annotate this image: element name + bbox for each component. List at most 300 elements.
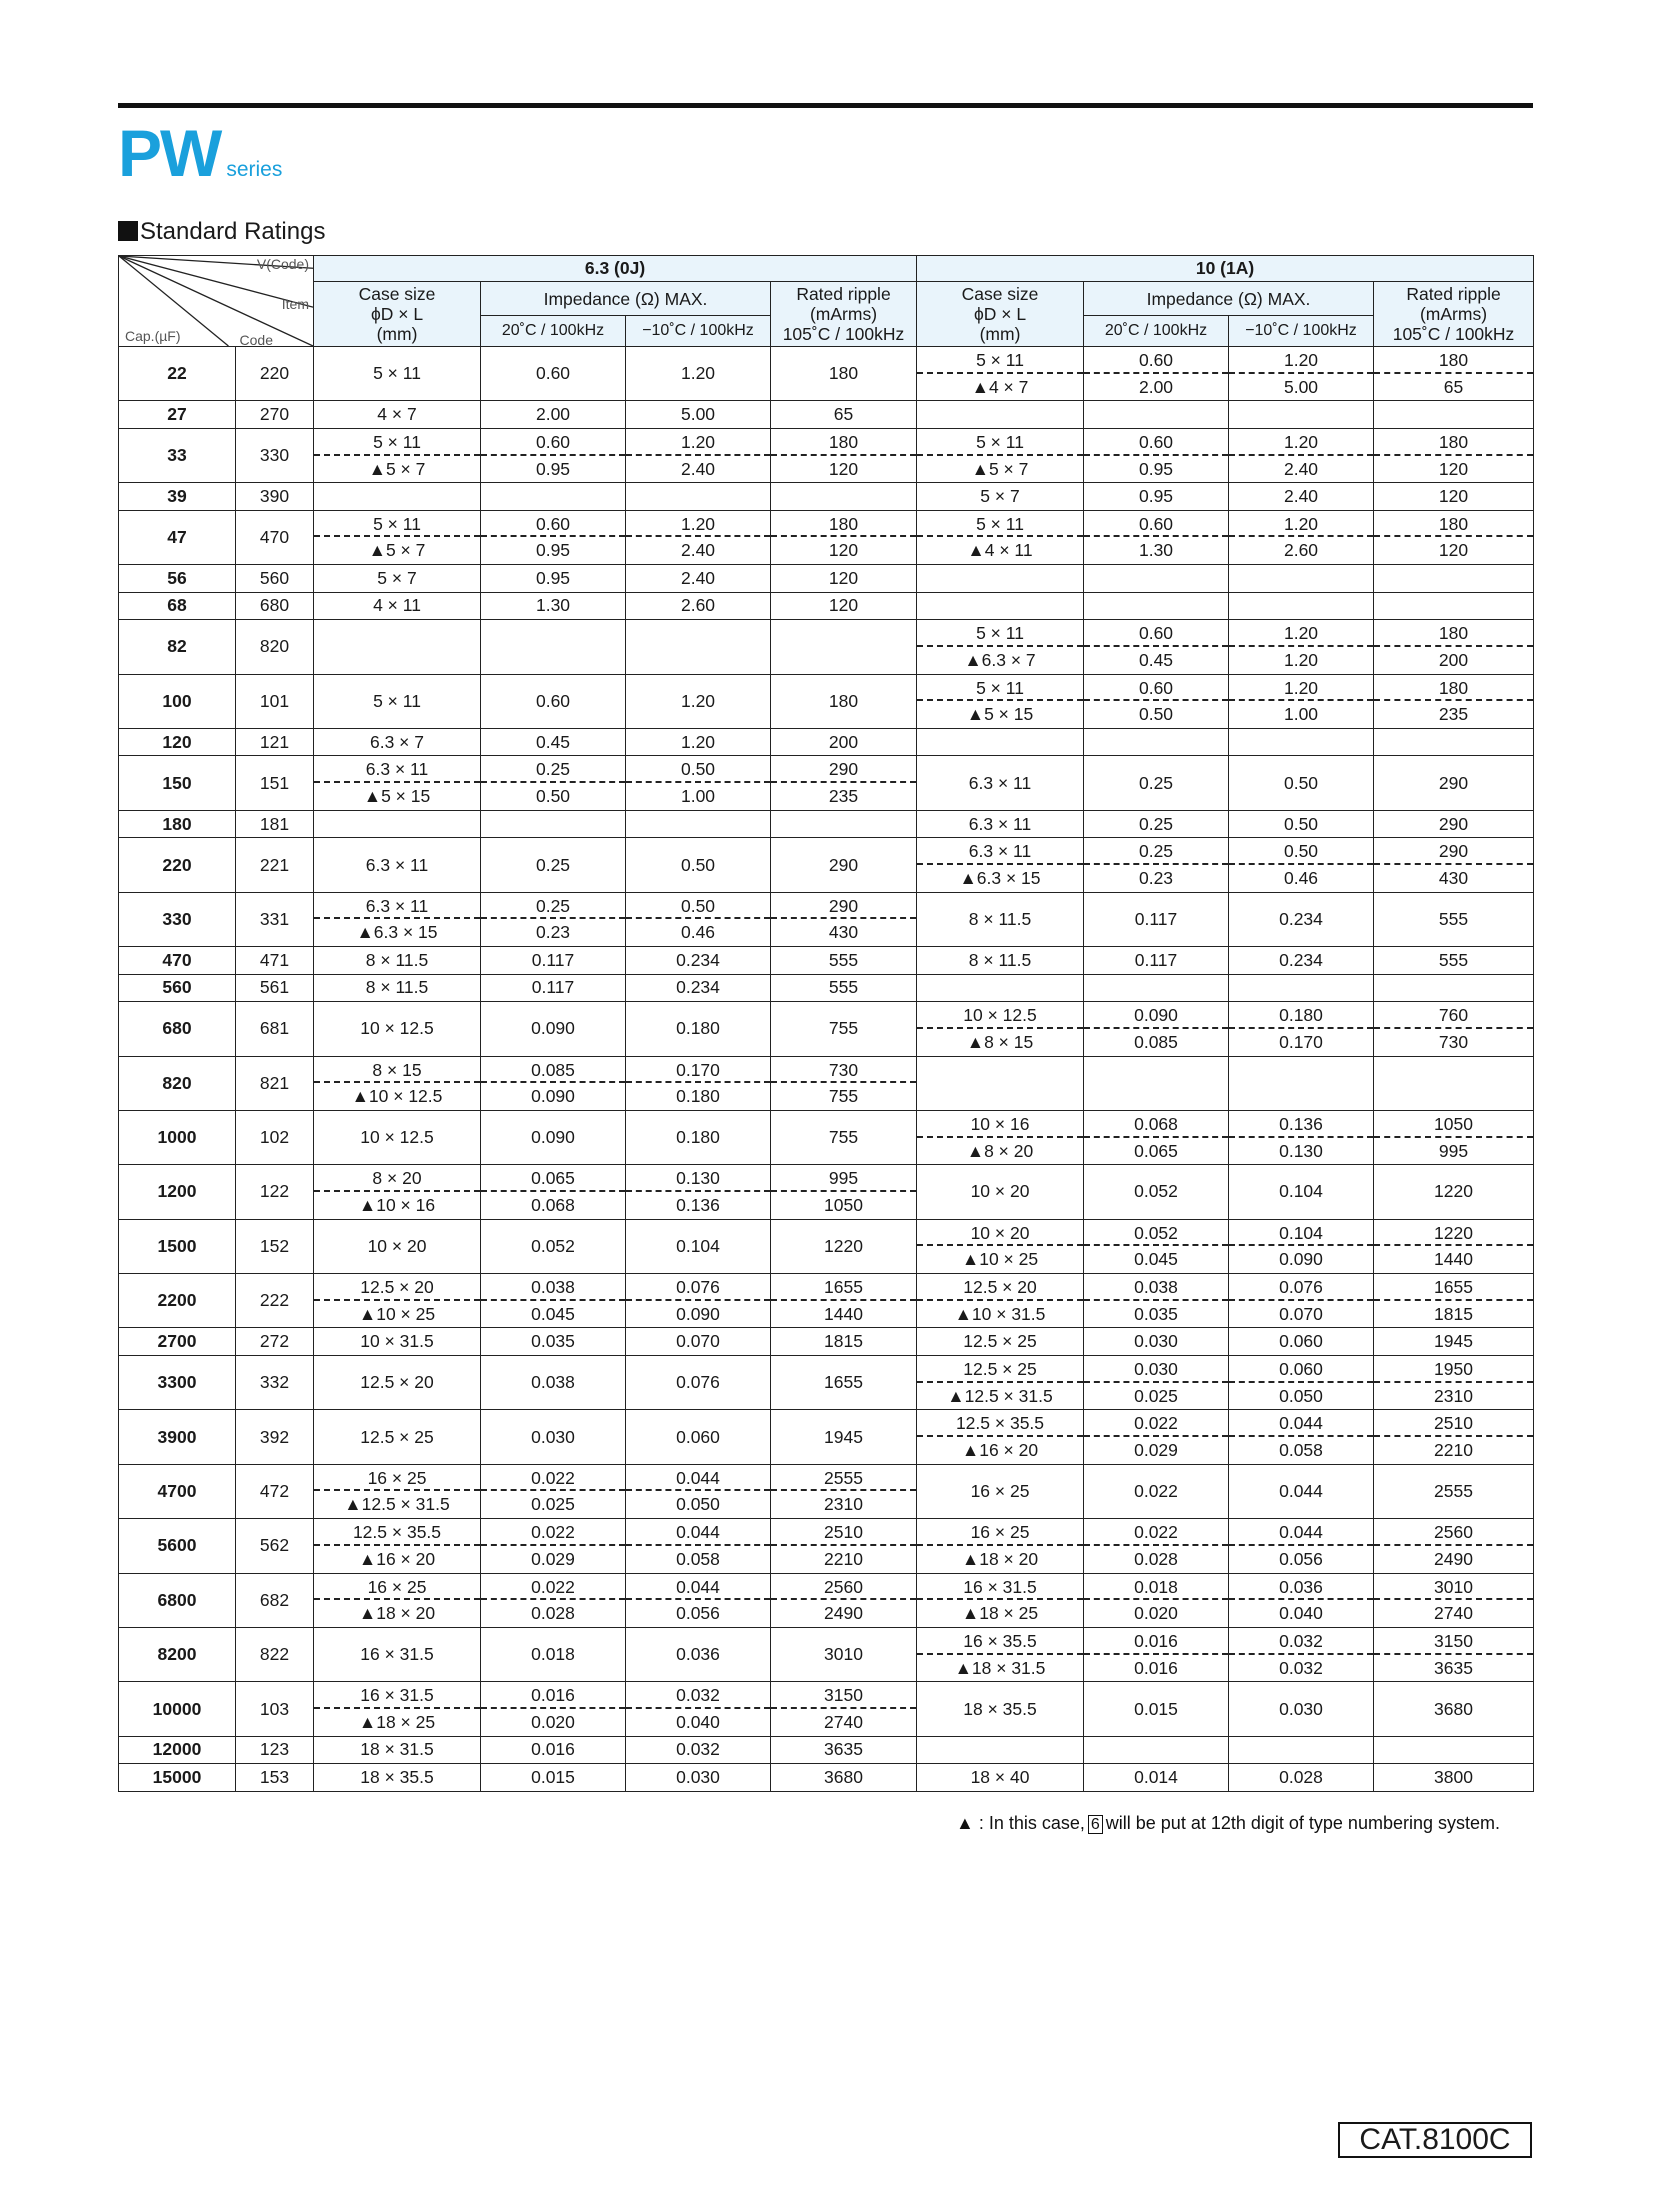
v10-imp20-cell: 0.018 0.020 [1084, 1573, 1229, 1627]
v63-ripple-cell: 120 [771, 592, 917, 620]
v63-ripple-cell: 1220 [771, 1219, 917, 1273]
table-row [119, 1002, 1534, 1056]
v63-case-cell: 16 × 25 ▲12.5 × 31.5 [314, 1464, 481, 1518]
v10-imp-m10c-header: −10˚C / 100kHz [1229, 316, 1374, 347]
code-cell: 821 [236, 1056, 314, 1110]
v10-case-cell: 8 × 11.5 [917, 947, 1084, 975]
code-cell: 820 [236, 620, 314, 674]
cap-cell: 12000 [119, 1736, 236, 1764]
v10-ripple-cell: 180 120 [1374, 510, 1534, 564]
v63-ripple-cell: 290 430 [771, 892, 917, 946]
table-row [119, 1274, 1534, 1328]
v10-impm10-cell [1229, 592, 1374, 620]
v63-ripple-cell: 180 [771, 347, 917, 401]
code-cell: 152 [236, 1219, 314, 1273]
v63-impm10-cell: 0.180 [626, 1110, 771, 1164]
v63-impm10-cell: 0.50 0.46 [626, 892, 771, 946]
v10-imp20-cell: 0.60 0.95 [1084, 428, 1229, 482]
cap-cell: 10000 [119, 1682, 236, 1736]
v10-imp20-cell: 0.014 [1084, 1764, 1229, 1792]
v10-case-cell: 5 × 11 ▲5 × 15 [917, 674, 1084, 728]
v10-ripple-cell: 3150 3635 [1374, 1627, 1534, 1681]
v10-imp20-cell [1084, 565, 1229, 593]
v63-impm10-cell: 1.20 [626, 674, 771, 728]
v10-imp20-cell: 0.117 [1084, 892, 1229, 946]
table-row [119, 510, 1534, 564]
v63-imp20-cell: 0.60 0.95 [481, 510, 626, 564]
v63-imp20-cell: 0.60 [481, 347, 626, 401]
v10-impm10-cell: 0.044 [1229, 1464, 1374, 1518]
v63-imp20-cell: 2.00 [481, 401, 626, 429]
corner-code: Code [239, 332, 273, 347]
v10-imp20-cell: 0.60 1.30 [1084, 510, 1229, 564]
section-title: Standard Ratings [118, 218, 325, 246]
v63-imp20-cell: 0.090 [481, 1110, 626, 1164]
table-row [119, 565, 1534, 593]
v10-impm10-cell: 0.180 0.170 [1229, 1002, 1374, 1056]
v63-imp20-cell: 0.085 0.090 [481, 1056, 626, 1110]
cap-cell: 56 [119, 565, 236, 593]
v10-ripple-cell: 290 [1374, 756, 1534, 810]
v63-imp20-cell: 0.035 [481, 1328, 626, 1356]
table-row [119, 892, 1534, 946]
v10-ripple-cell [1374, 565, 1534, 593]
v63-imp20-cell: 0.015 [481, 1764, 626, 1792]
code-cell: 561 [236, 974, 314, 1002]
v10-case-cell: 16 × 35.5 ▲18 × 31.5 [917, 1627, 1084, 1681]
cap-cell: 33 [119, 428, 236, 482]
v63-case-cell: 6.3 × 11 [314, 838, 481, 892]
code-cell: 221 [236, 838, 314, 892]
v10-impm10-cell [1229, 401, 1374, 429]
group-10v: 10 (1A) [917, 256, 1534, 282]
v10-impm10-cell: 0.234 [1229, 892, 1374, 946]
cap-cell: 2200 [119, 1274, 236, 1328]
code-cell: 330 [236, 428, 314, 482]
series-title [118, 115, 283, 190]
v63-imp20-cell: 0.25 0.23 [481, 892, 626, 946]
v10-ripple-cell: 3800 [1374, 1764, 1534, 1792]
v10-impm10-cell: 1.20 1.00 [1229, 674, 1374, 728]
catalog-number: CAT.8100C [1338, 2122, 1532, 2158]
table-row [119, 483, 1534, 511]
v10-case-cell [917, 728, 1084, 756]
v63-impm10-cell: 0.234 [626, 974, 771, 1002]
table-row [119, 1519, 1534, 1573]
v63-case-cell: 12.5 × 35.5 ▲16 × 20 [314, 1519, 481, 1573]
table-row [119, 1056, 1534, 1110]
cap-cell: 27 [119, 401, 236, 429]
v63-case-cell: 5 × 11 [314, 347, 481, 401]
v10-impm10-cell: 0.234 [1229, 947, 1374, 975]
v10-case-cell: 12.5 × 20 ▲10 × 31.5 [917, 1274, 1084, 1328]
v63-ripple-cell: 755 [771, 1110, 917, 1164]
v10-imp20-cell: 0.022 [1084, 1464, 1229, 1518]
group-6-3v: 6.3 (0J) [314, 256, 917, 282]
cap-cell: 1200 [119, 1165, 236, 1219]
v10-impm10-cell: 0.030 [1229, 1682, 1374, 1736]
v10-imp20-cell: 0.015 [1084, 1682, 1229, 1736]
v63-case-cell: 8 × 11.5 [314, 947, 481, 975]
v63-imp-20c-header: 20˚C / 100kHz [481, 316, 626, 347]
v63-ripple-cell: 995 1050 [771, 1165, 917, 1219]
v10-imp20-cell: 0.038 0.035 [1084, 1274, 1229, 1328]
v63-ripple-cell: 2560 2490 [771, 1573, 917, 1627]
v10-case-cell: 16 × 25 ▲18 × 20 [917, 1519, 1084, 1573]
v10-impm10-cell: 1.20 2.40 [1229, 428, 1374, 482]
v10-ripple-cell: 2510 2210 [1374, 1410, 1534, 1464]
cap-cell: 3300 [119, 1355, 236, 1409]
cap-cell: 820 [119, 1056, 236, 1110]
v10-ripple-cell: 1655 1815 [1374, 1274, 1534, 1328]
code-cell: 122 [236, 1165, 314, 1219]
corner-header [119, 256, 314, 347]
v63-imp20-cell: 0.038 0.045 [481, 1274, 626, 1328]
cap-cell: 150 [119, 756, 236, 810]
cap-cell: 1500 [119, 1219, 236, 1273]
v63-case-cell [314, 483, 481, 511]
v10-impm10-cell [1229, 1056, 1374, 1110]
v63-ripple-cell: 180 [771, 674, 917, 728]
v63-ripple-cell: 120 [771, 565, 917, 593]
table-row [119, 728, 1534, 756]
v10-impm10-cell: 1.20 2.60 [1229, 510, 1374, 564]
table-row [119, 1165, 1534, 1219]
v10-impm10-cell: 0.060 [1229, 1328, 1374, 1356]
v10-impm10-cell: 0.032 0.032 [1229, 1627, 1374, 1681]
v63-ripple-cell: 755 [771, 1002, 917, 1056]
v63-case-cell: 5 × 11 ▲5 × 7 [314, 428, 481, 482]
v10-impm10-cell [1229, 1736, 1374, 1764]
cap-cell: 22 [119, 347, 236, 401]
v63-case-cell: 4 × 7 [314, 401, 481, 429]
v63-impm10-cell: 0.030 [626, 1764, 771, 1792]
v63-ripple-cell: 290 [771, 838, 917, 892]
v63-imp20-cell: 0.25 0.50 [481, 756, 626, 810]
v63-impm10-cell: 2.40 [626, 565, 771, 593]
v63-imp20-cell: 0.022 0.025 [481, 1464, 626, 1518]
code-cell: 331 [236, 892, 314, 946]
v10-case-cell [917, 1736, 1084, 1764]
v10-impm10-cell [1229, 565, 1374, 593]
table-row [119, 1682, 1534, 1736]
v63-impm10-cell: 0.044 0.058 [626, 1519, 771, 1573]
cap-cell: 1000 [119, 1110, 236, 1164]
v63-impm10-cell: 0.076 [626, 1355, 771, 1409]
v63-imp20-cell: 0.030 [481, 1410, 626, 1464]
v10-case-cell: 18 × 40 [917, 1764, 1084, 1792]
v10-imp20-cell: 0.030 0.025 [1084, 1355, 1229, 1409]
v10-impm10-cell [1229, 974, 1374, 1002]
table-row [119, 1219, 1534, 1273]
v10-imp20-cell: 0.25 0.23 [1084, 838, 1229, 892]
v63-case-cell: 6.3 × 11 ▲5 × 15 [314, 756, 481, 810]
v63-case-cell: 10 × 31.5 [314, 1328, 481, 1356]
v10-imp20-cell: 0.95 [1084, 483, 1229, 511]
code-cell: 121 [236, 728, 314, 756]
v63-case-cell: 5 × 11 ▲5 × 7 [314, 510, 481, 564]
v63-ripple-cell: 1655 [771, 1355, 917, 1409]
v10-imp20-cell [1084, 1056, 1229, 1110]
v63-ripple-cell: 555 [771, 947, 917, 975]
v10-ripple-cell [1374, 401, 1534, 429]
code-cell: 562 [236, 1519, 314, 1573]
table-row [119, 810, 1534, 838]
v10-case-cell: 18 × 35.5 [917, 1682, 1084, 1736]
v10-imp20-cell: 0.60 0.45 [1084, 620, 1229, 674]
table-row [119, 1627, 1534, 1681]
v63-impm10-cell: 0.50 1.00 [626, 756, 771, 810]
table-row [119, 347, 1534, 401]
v10-ripple-cell: 120 [1374, 483, 1534, 511]
footnote: ▲ : In this case, 6 will be put at 12th digit of type numbering system. [956, 1813, 1500, 1833]
v10-case-cell: 5 × 7 [917, 483, 1084, 511]
v10-impm10-cell: 0.060 0.050 [1229, 1355, 1374, 1409]
v10-ripple-cell [1374, 1736, 1534, 1764]
table-row [119, 620, 1534, 674]
v63-imp20-cell: 0.45 [481, 728, 626, 756]
code-cell: 822 [236, 1627, 314, 1681]
v10-case-cell: 6.3 × 11 [917, 810, 1084, 838]
v10-impedance-header: Impedance (Ω) MAX. [1084, 282, 1374, 316]
v10-imp20-cell: 0.016 0.016 [1084, 1627, 1229, 1681]
v10-ripple-cell: 1220 1440 [1374, 1219, 1534, 1273]
v63-ripple-cell: 180 120 [771, 510, 917, 564]
v63-case-cell: 5 × 11 [314, 674, 481, 728]
v10-impm10-cell: 0.50 [1229, 810, 1374, 838]
code-cell: 390 [236, 483, 314, 511]
code-cell: 682 [236, 1573, 314, 1627]
code-cell: 270 [236, 401, 314, 429]
cap-cell: 470 [119, 947, 236, 975]
code-cell: 681 [236, 1002, 314, 1056]
v10-imp20-cell: 0.117 [1084, 947, 1229, 975]
series-suffix: series [226, 158, 283, 181]
v10-ripple-cell: 2555 [1374, 1464, 1534, 1518]
v63-case-cell: 8 × 15 ▲10 × 12.5 [314, 1056, 481, 1110]
code-cell: 101 [236, 674, 314, 728]
v10-case-cell: 10 × 20 [917, 1165, 1084, 1219]
v10-imp20-cell: 0.052 [1084, 1165, 1229, 1219]
table-row [119, 1328, 1534, 1356]
code-cell: 102 [236, 1110, 314, 1164]
v10-case-cell: 12.5 × 25 ▲12.5 × 31.5 [917, 1355, 1084, 1409]
v63-impm10-cell: 0.170 0.180 [626, 1056, 771, 1110]
v63-imp20-cell: 1.30 [481, 592, 626, 620]
v10-case-cell: 12.5 × 25 [917, 1328, 1084, 1356]
v63-case-cell: 8 × 20 ▲10 × 16 [314, 1165, 481, 1219]
v63-ripple-cell: 3635 [771, 1736, 917, 1764]
v63-impm10-cell: 1.20 2.40 [626, 510, 771, 564]
v63-case-cell: 10 × 12.5 [314, 1110, 481, 1164]
v10-impm10-cell: 0.136 0.130 [1229, 1110, 1374, 1164]
v10-case-cell: 10 × 12.5 ▲8 × 15 [917, 1002, 1084, 1056]
v63-imp20-cell: 0.117 [481, 947, 626, 975]
v10-impm10-cell: 0.50 [1229, 756, 1374, 810]
v63-impm10-cell: 0.104 [626, 1219, 771, 1273]
v63-ripple-cell [771, 483, 917, 511]
corner-cap: Cap.(µF) [125, 328, 181, 344]
v10-imp20-cell: 0.030 [1084, 1328, 1229, 1356]
v63-impm10-cell [626, 483, 771, 511]
v63-ripple-cell: 1655 1440 [771, 1274, 917, 1328]
v63-case-cell: 12.5 × 20 [314, 1355, 481, 1409]
v63-impm10-cell: 2.60 [626, 592, 771, 620]
table-row [119, 1410, 1534, 1464]
v63-imp20-cell [481, 483, 626, 511]
v63-imp20-cell: 0.25 [481, 838, 626, 892]
code-cell: 181 [236, 810, 314, 838]
table-row [119, 1764, 1534, 1792]
table-row [119, 1355, 1534, 1409]
v10-case-cell: 16 × 31.5 ▲18 × 25 [917, 1573, 1084, 1627]
v63-impm10-cell: 5.00 [626, 401, 771, 429]
v10-ripple-cell: 760 730 [1374, 1002, 1534, 1056]
v10-imp20-cell: 0.022 0.029 [1084, 1410, 1229, 1464]
corner-vcode: V(Code) [256, 256, 309, 272]
v10-ripple-cell: 555 [1374, 947, 1534, 975]
cap-cell: 15000 [119, 1764, 236, 1792]
table-row [119, 1464, 1534, 1518]
section-bullet [118, 221, 138, 241]
v63-impm10-cell: 1.20 [626, 728, 771, 756]
v63-imp20-cell: 0.018 [481, 1627, 626, 1681]
v63-impm10-cell: 0.032 [626, 1736, 771, 1764]
v63-case-cell: 18 × 31.5 [314, 1736, 481, 1764]
code-cell: 471 [236, 947, 314, 975]
v63-imp20-cell [481, 620, 626, 674]
v10-impm10-cell: 0.076 0.070 [1229, 1274, 1374, 1328]
v10-case-cell: 5 × 11 ▲4 × 7 [917, 347, 1084, 401]
v10-impm10-cell: 0.50 0.46 [1229, 838, 1374, 892]
v10-ripple-cell: 180 200 [1374, 620, 1534, 674]
table-row [119, 974, 1534, 1002]
v10-imp20-cell: 0.60 2.00 [1084, 347, 1229, 401]
v63-imp-m10c-header: −10˚C / 100kHz [626, 316, 771, 347]
v10-imp20-cell: 0.60 0.50 [1084, 674, 1229, 728]
v10-case-cell: 12.5 × 35.5 ▲16 × 20 [917, 1410, 1084, 1464]
v63-ripple-cell: 730 755 [771, 1056, 917, 1110]
v10-imp-20c-header: 20˚C / 100kHz [1084, 316, 1229, 347]
cap-cell: 220 [119, 838, 236, 892]
code-cell: 470 [236, 510, 314, 564]
v10-ripple-cell: 3010 2740 [1374, 1573, 1534, 1627]
v63-imp20-cell: 0.052 [481, 1219, 626, 1273]
v10-imp20-cell [1084, 728, 1229, 756]
v10-imp20-cell: 0.052 0.045 [1084, 1219, 1229, 1273]
code-cell: 153 [236, 1764, 314, 1792]
table-row [119, 428, 1534, 482]
v63-impm10-cell [626, 620, 771, 674]
corner-item: Item [281, 296, 309, 312]
v63-case-cell: 16 × 31.5 ▲18 × 25 [314, 1682, 481, 1736]
v10-impm10-cell: 0.044 0.058 [1229, 1410, 1374, 1464]
v63-impm10-cell: 0.032 0.040 [626, 1682, 771, 1736]
v10-case-cell: 10 × 16 ▲8 × 20 [917, 1110, 1084, 1164]
table-row [119, 401, 1534, 429]
v63-impm10-cell: 0.234 [626, 947, 771, 975]
v10-ripple-cell: 180 235 [1374, 674, 1534, 728]
table-row [119, 756, 1534, 810]
v63-imp20-cell: 0.022 0.029 [481, 1519, 626, 1573]
v63-ripple-cell: 290 235 [771, 756, 917, 810]
v10-ripple-cell [1374, 592, 1534, 620]
v10-imp20-cell: 0.25 [1084, 810, 1229, 838]
v10-ripple-cell: 290 430 [1374, 838, 1534, 892]
v10-case-cell: 5 × 11 ▲6.3 × 7 [917, 620, 1084, 674]
v10-case-cell: 5 × 11 ▲5 × 7 [917, 428, 1084, 482]
v63-impm10-cell: 0.180 [626, 1002, 771, 1056]
v63-case-cell: 6.3 × 11 ▲6.3 × 15 [314, 892, 481, 946]
table-row [119, 674, 1534, 728]
v63-impm10-cell: 0.044 0.056 [626, 1573, 771, 1627]
v63-impm10-cell: 0.060 [626, 1410, 771, 1464]
cap-cell: 39 [119, 483, 236, 511]
cap-cell: 68 [119, 592, 236, 620]
v63-ripple-cell: 555 [771, 974, 917, 1002]
v63-ripple-cell: 65 [771, 401, 917, 429]
v63-imp20-cell: 0.117 [481, 974, 626, 1002]
code-cell: 472 [236, 1464, 314, 1518]
v63-impm10-cell: 0.130 0.136 [626, 1165, 771, 1219]
v63-impm10-cell: 0.070 [626, 1328, 771, 1356]
v63-case-cell: 16 × 31.5 [314, 1627, 481, 1681]
code-cell: 680 [236, 592, 314, 620]
v63-case-size-header: Case size ϕD × L (mm) [314, 282, 481, 347]
v10-case-cell: 6.3 × 11 ▲6.3 × 15 [917, 838, 1084, 892]
v10-impm10-cell: 1.20 5.00 [1229, 347, 1374, 401]
v63-imp20-cell [481, 810, 626, 838]
v10-imp20-cell [1084, 401, 1229, 429]
series-name: PW [118, 116, 221, 190]
v63-ripple-cell: 1945 [771, 1410, 917, 1464]
v10-imp20-cell [1084, 974, 1229, 1002]
v63-impm10-cell: 1.20 [626, 347, 771, 401]
v63-case-cell [314, 620, 481, 674]
v63-case-cell: 10 × 20 [314, 1219, 481, 1273]
v10-ripple-cell: 555 [1374, 892, 1534, 946]
v10-impm10-cell: 0.036 0.040 [1229, 1573, 1374, 1627]
cap-cell: 680 [119, 1002, 236, 1056]
v63-imp20-cell: 0.016 0.020 [481, 1682, 626, 1736]
v63-case-cell: 12.5 × 20 ▲10 × 25 [314, 1274, 481, 1328]
v10-ripple-cell [1374, 728, 1534, 756]
cap-cell: 100 [119, 674, 236, 728]
code-cell: 222 [236, 1274, 314, 1328]
v63-ripple-cell [771, 810, 917, 838]
v10-ripple-cell: 1945 [1374, 1328, 1534, 1356]
v10-case-cell: 16 × 25 [917, 1464, 1084, 1518]
v10-impm10-cell [1229, 728, 1374, 756]
code-cell: 151 [236, 756, 314, 810]
table-row [119, 947, 1534, 975]
v63-ripple-cell: 3680 [771, 1764, 917, 1792]
v10-case-size-header: Case size ϕD × L (mm) [917, 282, 1084, 347]
code-cell: 103 [236, 1682, 314, 1736]
v63-case-cell: 5 × 7 [314, 565, 481, 593]
v63-ripple-cell: 3010 [771, 1627, 917, 1681]
cap-cell: 2700 [119, 1328, 236, 1356]
v63-imp20-cell: 0.022 0.028 [481, 1573, 626, 1627]
v10-ripple-cell: 1050 995 [1374, 1110, 1534, 1164]
v63-imp20-cell: 0.60 [481, 674, 626, 728]
v63-case-cell: 4 × 11 [314, 592, 481, 620]
cap-cell: 82 [119, 620, 236, 674]
cap-cell: 560 [119, 974, 236, 1002]
v63-imp20-cell: 0.090 [481, 1002, 626, 1056]
table-row [119, 838, 1534, 892]
digit-box: 6 [1088, 1815, 1103, 1834]
